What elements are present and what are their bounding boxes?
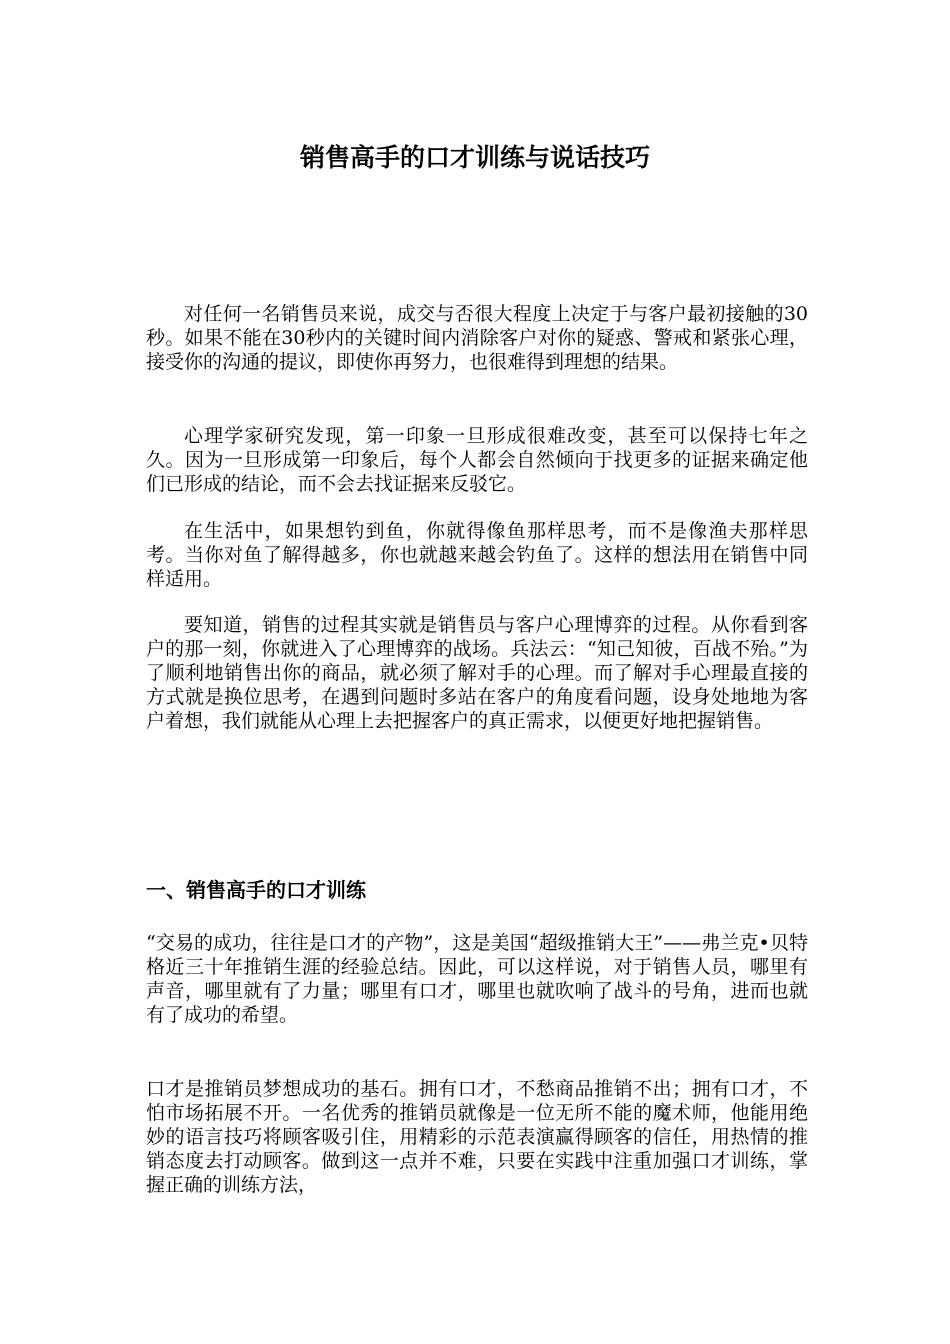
intro-paragraph-3: 在生活中，如果想钓到鱼，你就得像鱼那样思考，而不是像渔夫那样思考。当你对鱼了解得越多，你也就越来越会钓鱼了。这样的想法用在销售中同样适用。 [146, 520, 808, 590]
intro-paragraph-4: 要知道，销售的过程其实就是销售员与客户心理博弈的过程。从你看到客户的那一刻，你就进入了心理博弈的战场。兵法云：“知己知彼，百战不殆。”为了顺利地销售出你的商品，就必须了解对手的心理。而了解对手心理最直接的方式就是换位思考，在遇到问题时多站在客户的角度看问题，设身处地地为客户着想，我们就能从心理上去把握客户的真正需求，以便更好地把握销售。 [146, 614, 808, 732]
section-heading: 一、销售高手的口才训练 [146, 878, 366, 902]
section-paragraph-1: “交易的成功，往往是口才的产物”，这是美国“超级推销大王”——弗兰克•贝特格近三十年推销生涯的经验总结。因此，可以这样说，对于销售人员，哪里有声音，哪里就有了力量；哪里有口才，哪里也就吹响了战斗的号角，进而也就有了成功的希望。 [146, 932, 808, 1026]
document-title: 销售高手的口才训练与说话技巧 [299, 143, 650, 172]
intro-paragraph-2: 心理学家研究发现，第一印象一旦形成很难改变，甚至可以保持七年之久。因为一旦形成第一印象后，每个人都会自然倾向于找更多的证据来确定他们已形成的结论，而不会去找证据来反驳它。 [146, 425, 808, 495]
intro-paragraph-1: 对任何一名销售员来说，成交与否很大程度上决定于与客户最初接触的30秒。如果不能在30秒内的关键时间内消除客户对你的疑惑、警戒和紧张心理，接受你的沟通的提议，即使你再努力，也很难得到理想的结果。 [146, 303, 808, 373]
section-paragraph-2: 口才是推销员梦想成功的基石。拥有口才，不愁商品推销不出；拥有口才，不怕市场拓展不开。一名优秀的推销员就像是一位无所不能的魔术师，他能用绝妙的语言技巧将顾客吸引住，用精彩的示范表演赢得顾客的信任，用热情的推销态度去打动顾客。做到这一点并不难，只要在实践中注重加强口才训练，掌握正确的训练方法， [146, 1078, 808, 1196]
